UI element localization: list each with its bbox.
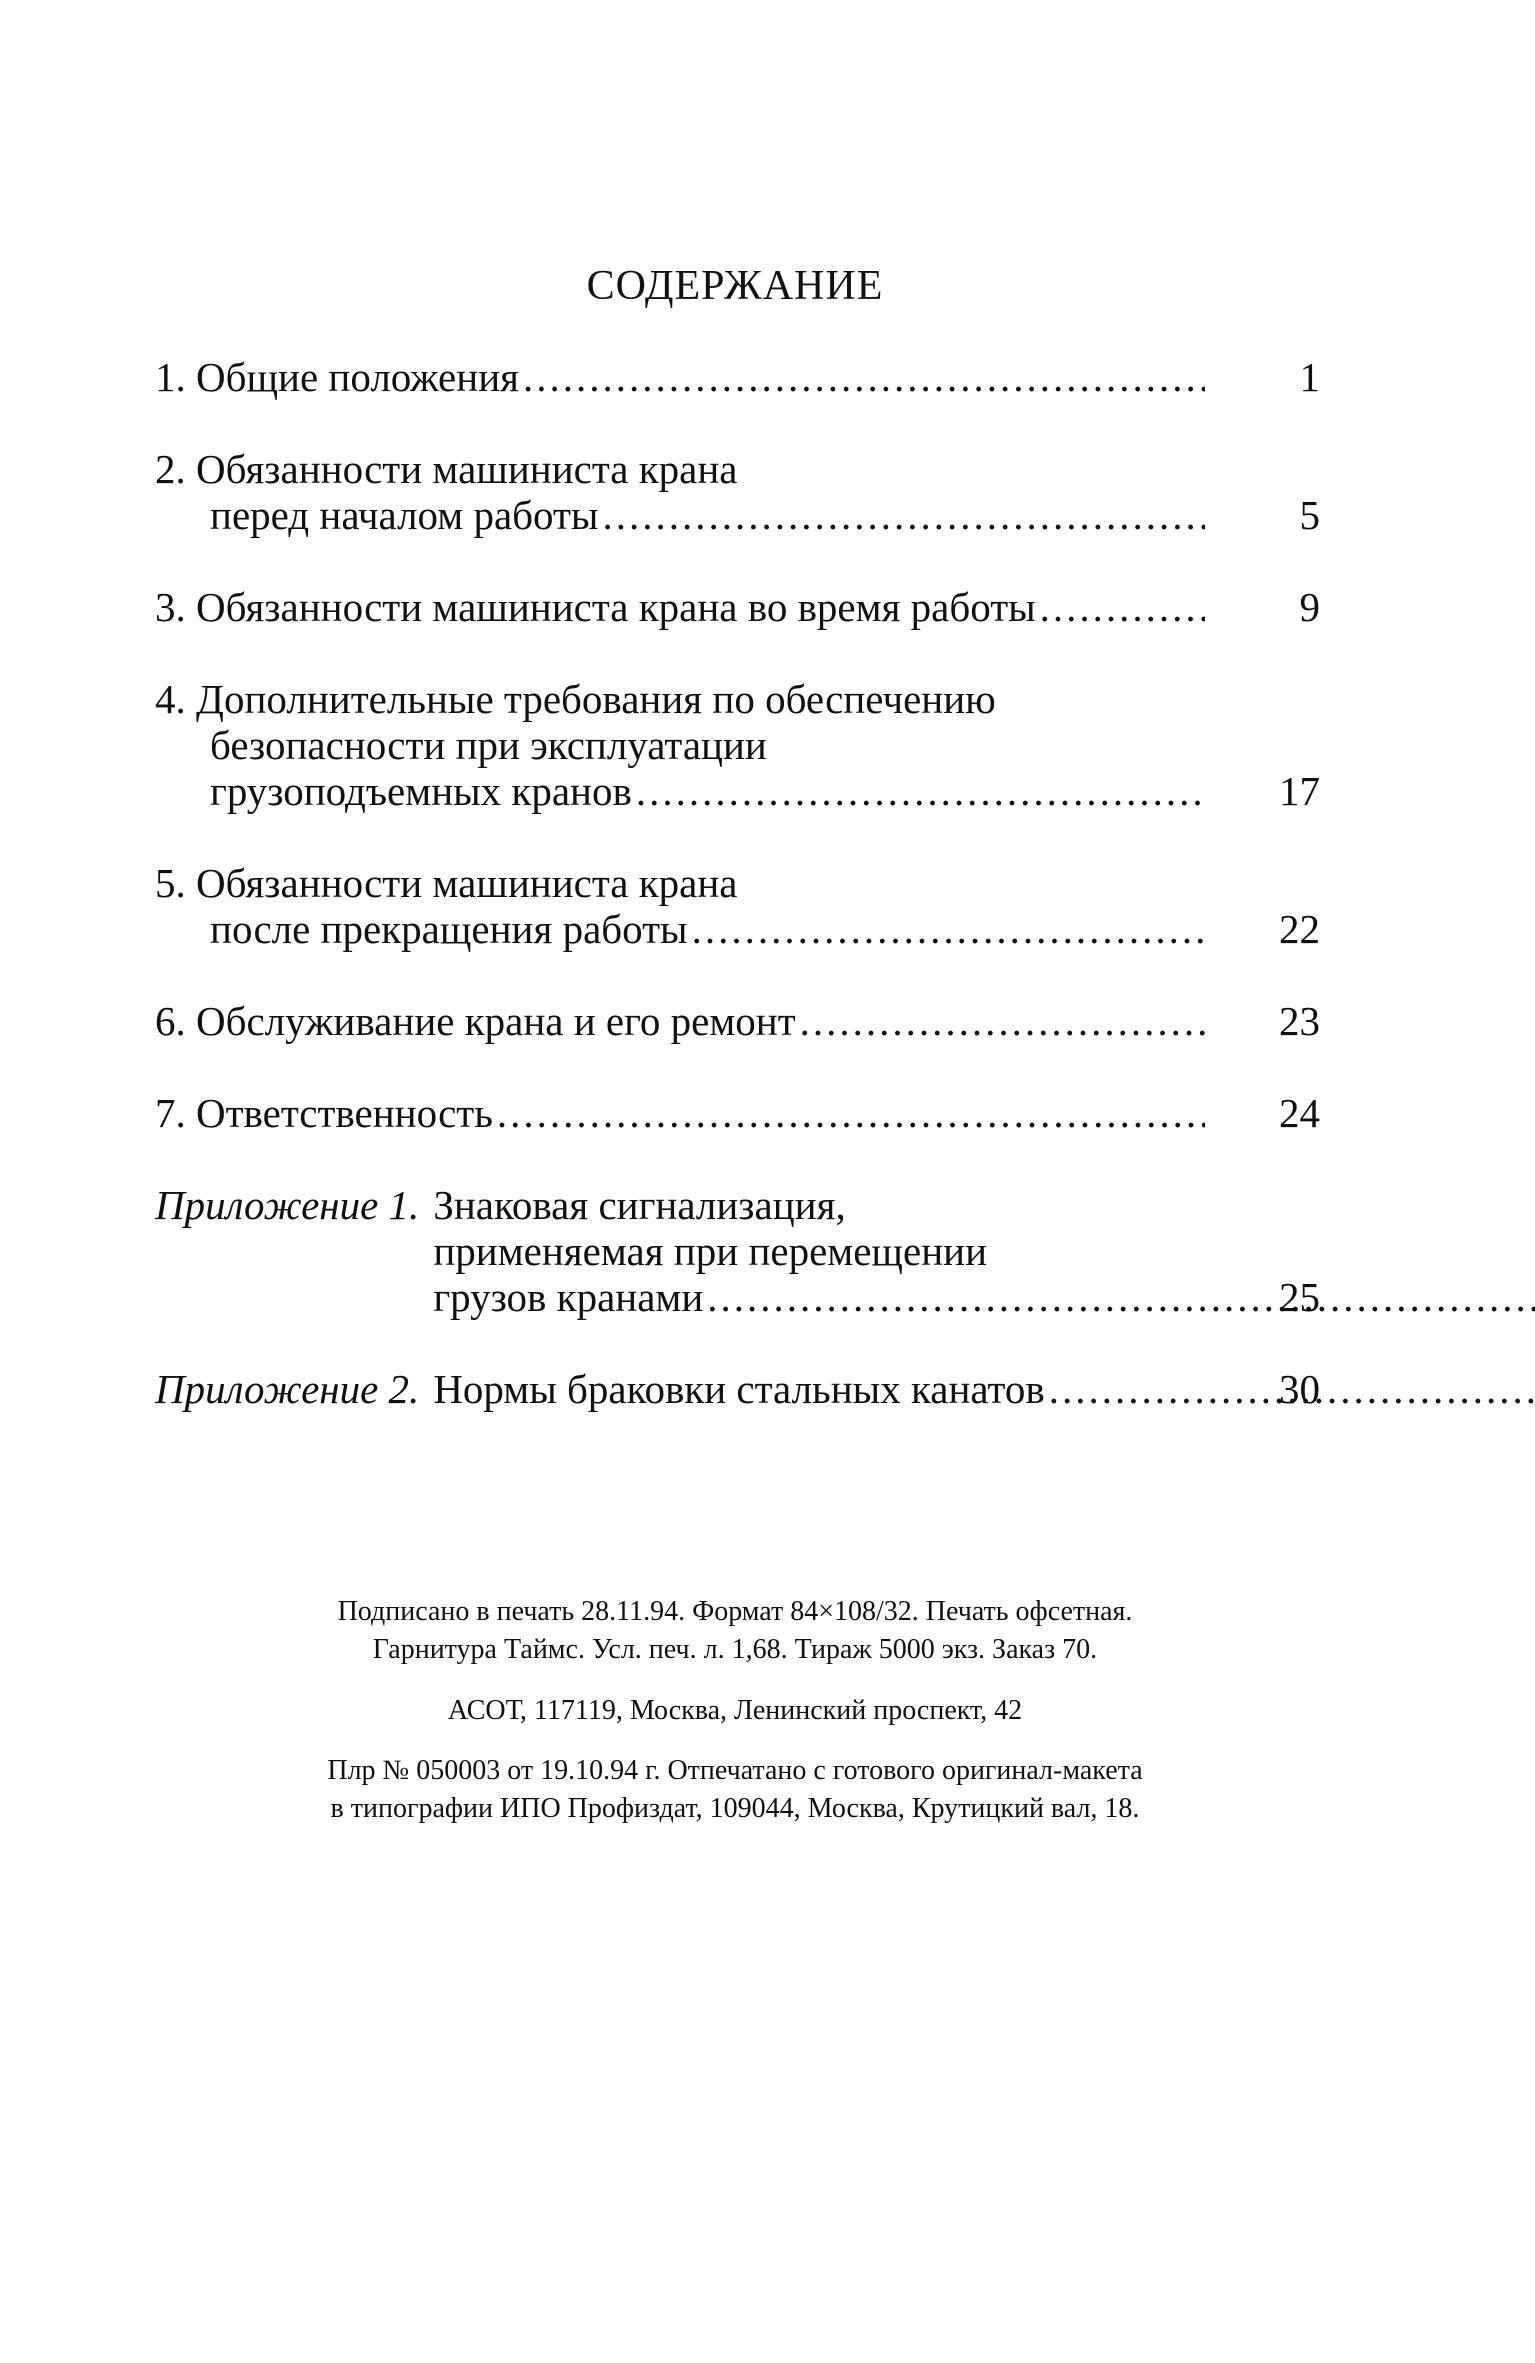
toc-entry-line [155,860,1205,906]
toc-page-number: 23 [1279,998,1320,1044]
toc-entry-text: перед началом работы [210,492,599,538]
table-of-contents [155,354,1320,1458]
toc-entry-text: безопасности при эксплуатации [210,722,767,768]
dot-leader [636,768,1205,814]
toc-page-number: 25 [1279,1274,1320,1320]
imprint-line: Плр № 050003 от 19.10.94 г. Отпечатано с готового оригинал-макета [327,1755,1143,1786]
toc-entry-line [155,492,1205,538]
toc-entry-line [433,1228,1535,1274]
toc-entry[interactable] [155,584,1320,630]
toc-entry-line [155,1090,1205,1136]
imprint-print-info [0,1593,1470,1669]
dot-leader [800,998,1205,1044]
toc-entry-text: грузов кранами [433,1274,704,1320]
toc-page-number: 9 [1299,584,1320,630]
toc-entry-text: 3. Обязанности машиниста крана во время работы [155,584,1036,630]
toc-entry[interactable] [155,446,1320,538]
dot-leader [1040,584,1205,630]
dot-leader [692,906,1205,952]
toc-entry-text: грузоподъемных кранов [210,768,632,814]
toc-entry-line [155,354,1205,400]
toc-entry-text: 7. Ответственность [155,1090,493,1136]
toc-entry[interactable] [155,1090,1320,1136]
imprint-line: Подписано в печать 28.11.94. Формат 84×108/32. Печать офсетная. [337,1596,1133,1627]
imprint-printing-house [0,1752,1470,1828]
toc-entry-line [155,998,1205,1044]
imprint-publisher [0,1692,1470,1730]
appendix-body [419,1182,1535,1320]
dot-leader [497,1090,1205,1136]
toc-appendix-entry[interactable] [155,1182,1320,1320]
toc-page-number: 22 [1279,906,1320,952]
toc-entry-line [433,1366,1535,1412]
toc-entry-text: применяемая при перемещении [433,1228,988,1274]
appendix-block [155,1366,1320,1412]
toc-entry-line [155,906,1205,952]
toc-appendix-entry[interactable] [155,1366,1320,1412]
toc-entry-text: 5. Обязанности машиниста крана [155,860,738,906]
toc-entry-text: Знаковая сигнализация, [433,1182,846,1228]
dot-leader [602,492,1205,538]
toc-page-number: 5 [1299,492,1320,538]
page-title: СОДЕРЖАНИЕ [586,263,884,309]
toc-page-number: 1 [1299,354,1320,400]
toc-entry-line [155,446,1205,492]
toc-entry-line [155,768,1205,814]
appendix-label: Приложение 2. [155,1366,420,1412]
toc-entry[interactable] [155,998,1320,1044]
toc-page-number: 17 [1279,768,1320,814]
toc-entry-text: 1. Общие положения [155,354,519,400]
toc-entry-text: 6. Обслуживание крана и его ремонт [155,998,796,1044]
toc-entry[interactable] [155,354,1320,400]
toc-entry-text: 4. Дополнительные требования по обеспечению [155,676,996,722]
toc-entry-line [155,584,1205,630]
appendix-label: Приложение 1. [155,1182,420,1228]
toc-entry[interactable] [155,676,1320,814]
toc-page-number: 30 [1279,1366,1320,1412]
dot-leader [523,354,1205,400]
toc-entry-line [433,1274,1535,1320]
toc-entry-text: Нормы браковки стальных канатов [433,1366,1045,1412]
toc-entry-line [155,676,1205,722]
toc-entry-line [433,1182,1535,1228]
imprint-line: в типографии ИПО Профиздат, 109044, Москва, Крутицкий вал, 18. [330,1793,1140,1824]
imprint-line: Гарнитура Таймс. Усл. печ. л. 1,68. Тираж 5000 экз. Заказ 70. [372,1634,1098,1665]
toc-entry[interactable] [155,860,1320,952]
toc-page-number: 24 [1279,1090,1320,1136]
toc-entry-text: после прекращения работы [210,906,688,952]
toc-entry-text: 2. Обязанности машиниста крана [155,446,738,492]
appendix-block [155,1182,1320,1320]
toc-entry-line [155,722,1205,768]
appendix-body [419,1366,1535,1412]
imprint-line: АСОТ, 117119, Москва, Ленинский проспект, 42 [447,1695,1023,1726]
dot-leader [707,1274,1535,1320]
